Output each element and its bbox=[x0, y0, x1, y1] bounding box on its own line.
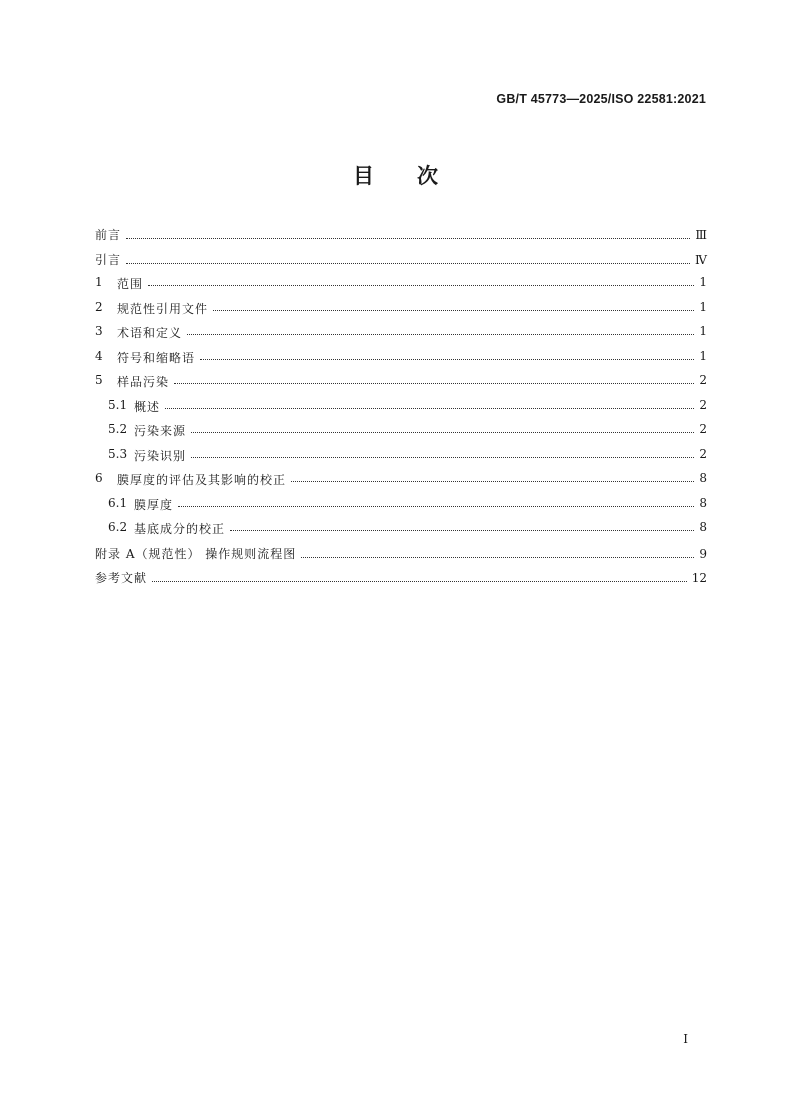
toc-entry[interactable] bbox=[95, 373, 707, 398]
toc-entry-label bbox=[108, 447, 191, 464]
table-of-contents bbox=[95, 226, 707, 594]
toc-entry-page: Ⅳ bbox=[695, 252, 707, 267]
toc-entry-page: 8 bbox=[699, 495, 707, 510]
toc-entry-text: 样品污染 bbox=[117, 375, 170, 389]
toc-entry-text: 参考文献 bbox=[95, 571, 148, 585]
toc-entry-page: 1 bbox=[699, 275, 707, 289]
toc-entry-label bbox=[108, 422, 191, 439]
toc-entry-page: 12 bbox=[691, 571, 707, 585]
toc-dot-leader bbox=[230, 530, 694, 531]
toc-entry-number: 6.1 bbox=[108, 495, 128, 510]
toc-entry-page: 2 bbox=[699, 446, 707, 461]
toc-entry[interactable] bbox=[95, 545, 707, 570]
toc-dot-leader bbox=[301, 557, 694, 558]
toc-entry-page: 9 bbox=[699, 546, 707, 561]
toc-entry-label bbox=[95, 569, 152, 586]
toc-dot-leader bbox=[213, 310, 694, 311]
toc-entry[interactable] bbox=[95, 300, 707, 325]
toc-entry-number: 6.2 bbox=[108, 520, 128, 534]
toc-dot-leader bbox=[126, 238, 690, 239]
toc-entry-page: 2 bbox=[699, 397, 707, 412]
toc-entry-page: 1 bbox=[699, 348, 707, 363]
toc-entry[interactable] bbox=[95, 496, 707, 521]
toc-entry-text: 污染识别 bbox=[134, 448, 187, 463]
toc-entry-page: 8 bbox=[699, 520, 707, 534]
toc-entry-text: 符号和缩略语 bbox=[117, 350, 196, 365]
page-title-part2: 次 bbox=[417, 164, 439, 188]
toc-entry-label bbox=[95, 324, 187, 341]
toc-entry-label bbox=[108, 520, 230, 537]
toc-entry-number: 5.2 bbox=[108, 422, 128, 436]
standard-code: GB/T 45773—2025/ISO 22581:2021 bbox=[496, 92, 706, 106]
toc-entry-page: 2 bbox=[699, 422, 707, 436]
toc-entry-text: 附录 A（规范性） 操作规则流程图 bbox=[95, 546, 297, 561]
toc-dot-leader bbox=[191, 457, 694, 458]
toc-entry[interactable] bbox=[95, 569, 707, 594]
toc-entry-text: 膜厚度的评估及其影响的校正 bbox=[117, 473, 287, 487]
toc-entry[interactable] bbox=[95, 275, 707, 300]
toc-entry-number: 5 bbox=[95, 373, 103, 387]
toc-dot-leader bbox=[291, 481, 694, 482]
toc-entry-page: 2 bbox=[699, 373, 707, 387]
toc-entry-page: 1 bbox=[699, 324, 707, 338]
toc-dot-leader bbox=[187, 334, 694, 335]
toc-entry-label bbox=[95, 251, 126, 268]
toc-entry-number: 5.1 bbox=[108, 397, 128, 412]
toc-entry-text: 前言 bbox=[95, 228, 122, 242]
toc-entry-label bbox=[95, 545, 301, 562]
toc-entry[interactable] bbox=[95, 520, 707, 545]
toc-entry-label bbox=[95, 275, 148, 292]
toc-entry-text: 范围 bbox=[117, 277, 144, 291]
page-title bbox=[0, 160, 792, 190]
toc-entry-number: 4 bbox=[95, 348, 103, 363]
toc-entry-label bbox=[95, 349, 200, 366]
toc-entry-text: 术语和定义 bbox=[117, 326, 183, 340]
toc-dot-leader bbox=[148, 285, 694, 286]
toc-entry-page: 8 bbox=[699, 471, 707, 485]
toc-entry[interactable] bbox=[95, 349, 707, 374]
toc-entry-page: Ⅲ bbox=[695, 228, 707, 242]
toc-dot-leader bbox=[126, 263, 690, 264]
toc-entry-text: 膜厚度 bbox=[134, 497, 174, 512]
toc-dot-leader bbox=[191, 432, 694, 433]
toc-entry[interactable] bbox=[95, 251, 707, 276]
toc-entry-number: 2 bbox=[95, 299, 103, 314]
toc-entry-number: 5.3 bbox=[108, 446, 128, 461]
toc-dot-leader bbox=[178, 506, 694, 507]
toc-entry-number: 6 bbox=[95, 471, 103, 485]
toc-entry-text: 引言 bbox=[95, 252, 122, 267]
toc-entry-label bbox=[95, 373, 174, 390]
toc-entry-number: 3 bbox=[95, 324, 103, 338]
toc-dot-leader bbox=[200, 359, 694, 360]
toc-entry[interactable] bbox=[95, 471, 707, 496]
page-number: I bbox=[683, 1032, 688, 1046]
toc-entry-text: 污染来源 bbox=[134, 424, 187, 438]
toc-entry-label bbox=[95, 471, 291, 488]
toc-entry-label bbox=[95, 300, 213, 317]
toc-entry[interactable] bbox=[95, 226, 707, 251]
toc-entry-number: 1 bbox=[95, 275, 103, 289]
toc-entry[interactable] bbox=[95, 324, 707, 349]
toc-entry[interactable] bbox=[95, 422, 707, 447]
toc-dot-leader bbox=[165, 408, 694, 409]
toc-entry-text: 概述 bbox=[134, 399, 161, 414]
toc-entry-label bbox=[108, 496, 178, 513]
toc-entry[interactable] bbox=[95, 447, 707, 472]
page-title-part1: 目 bbox=[353, 164, 375, 188]
toc-entry-text: 规范性引用文件 bbox=[117, 301, 209, 316]
toc-entry-text: 基底成分的校正 bbox=[134, 522, 226, 536]
toc-entry-label bbox=[108, 398, 165, 415]
toc-dot-leader bbox=[152, 581, 687, 582]
toc-entry[interactable] bbox=[95, 398, 707, 423]
toc-dot-leader bbox=[174, 383, 694, 384]
toc-entry-label bbox=[95, 226, 126, 243]
toc-entry-page: 1 bbox=[699, 299, 707, 314]
